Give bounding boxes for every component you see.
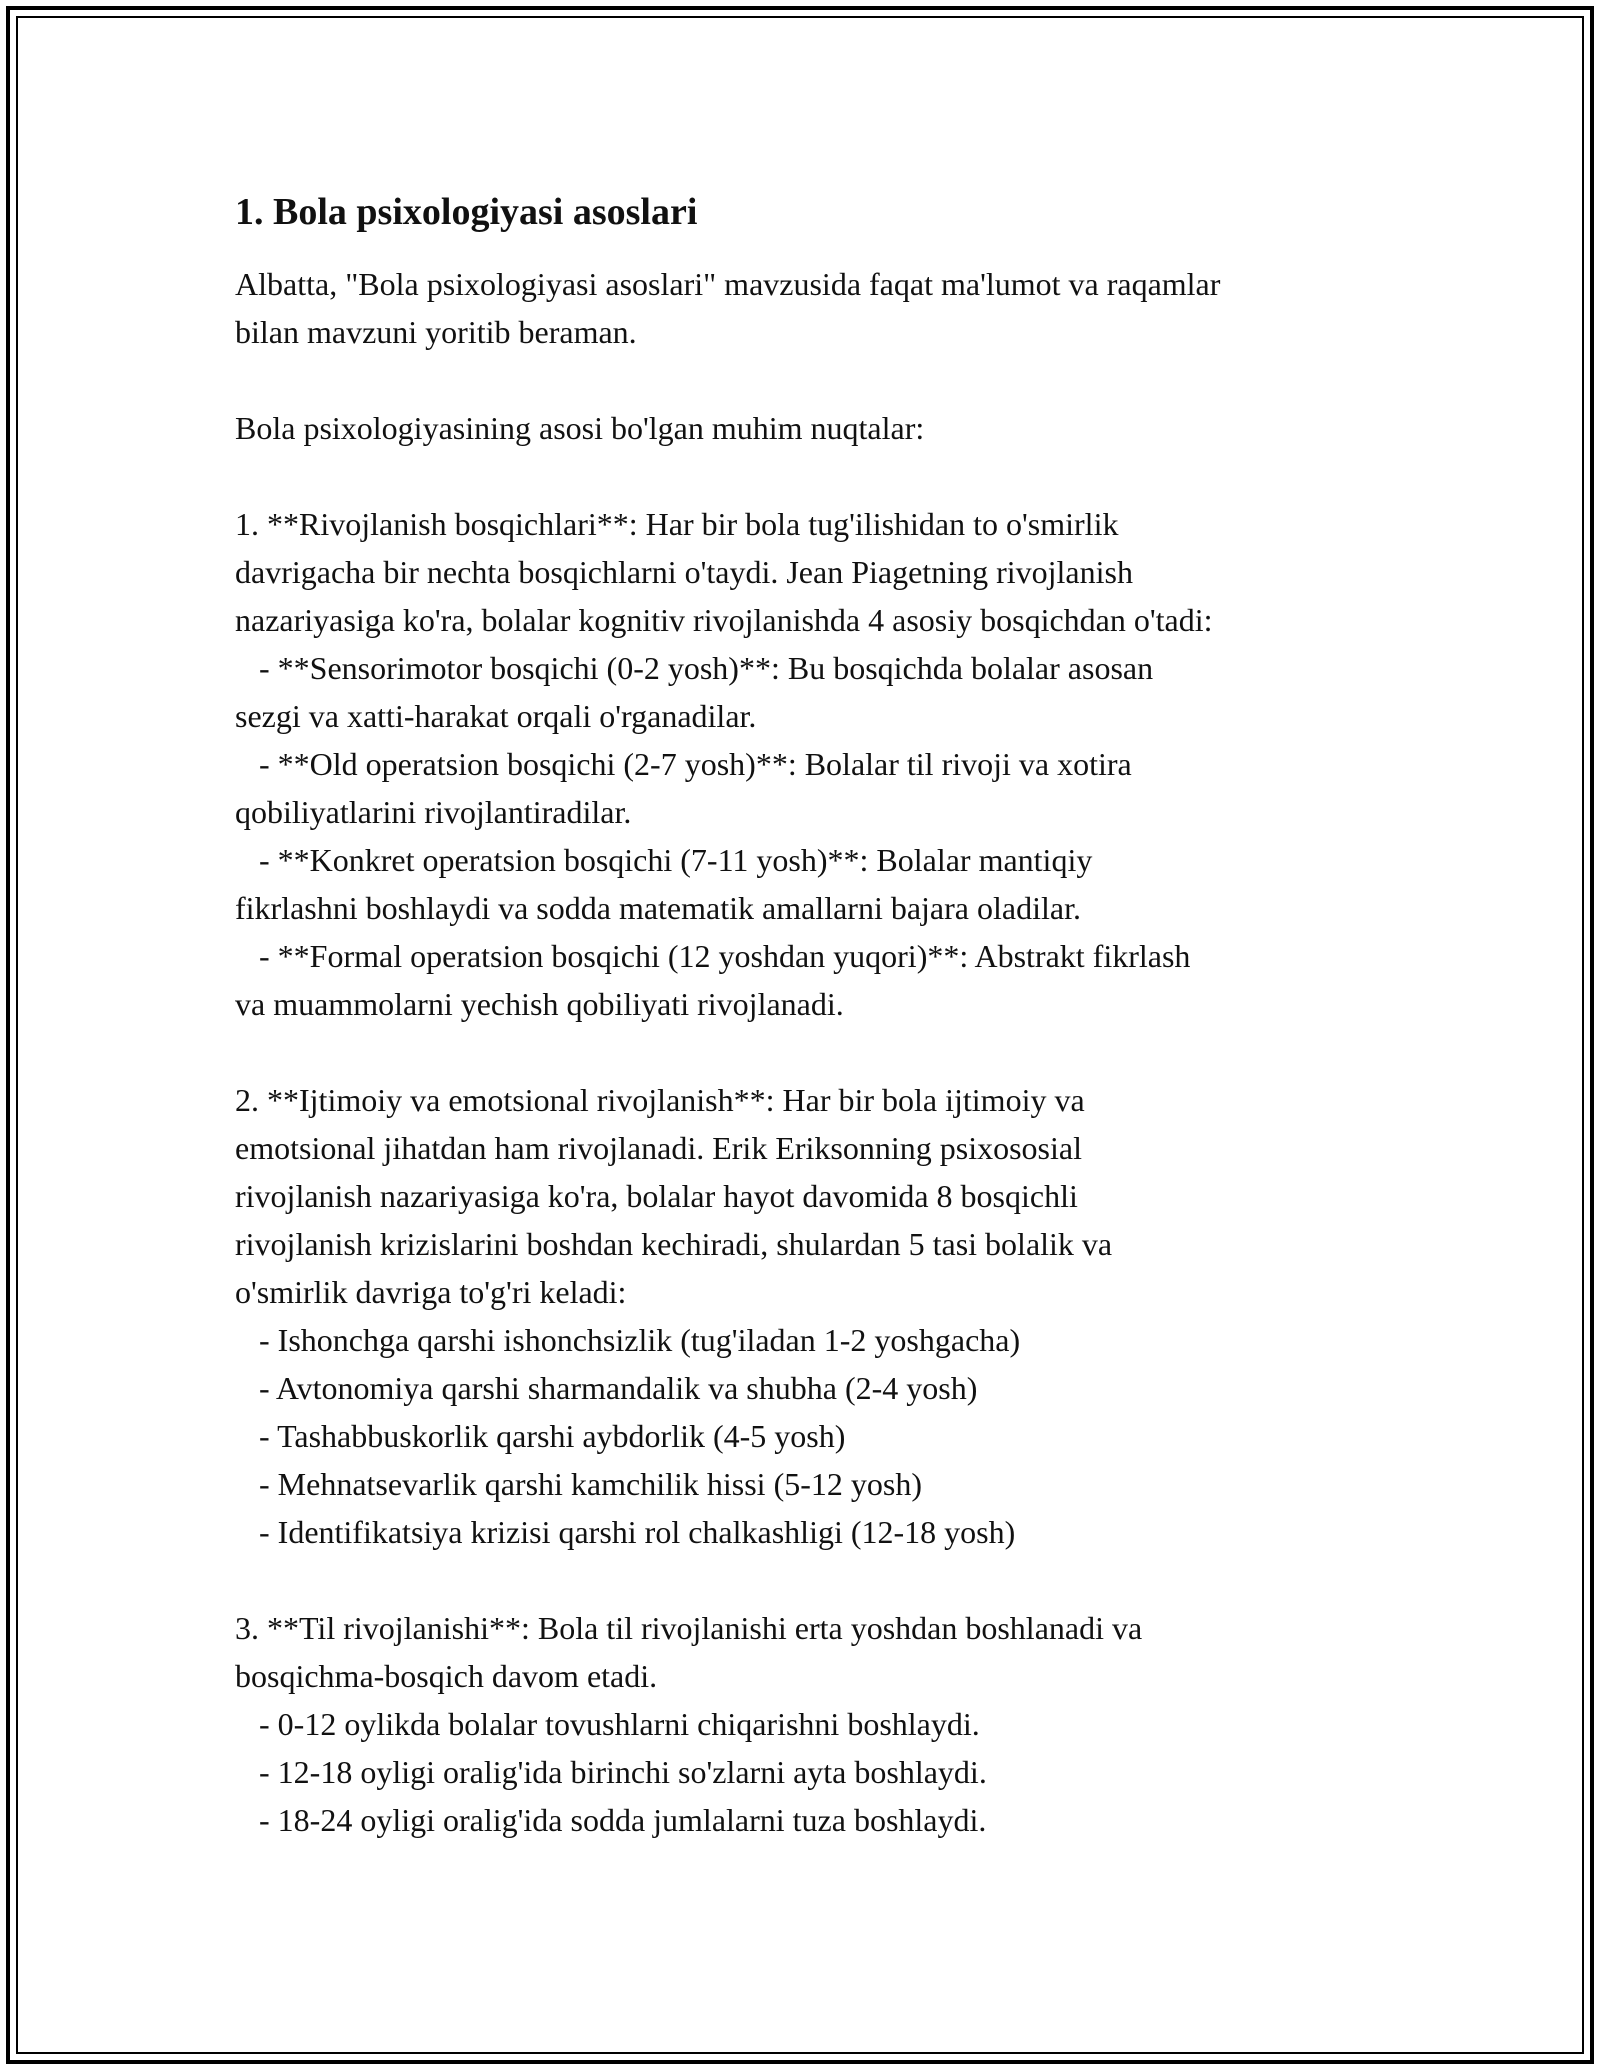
intro-paragraph: [235, 260, 1415, 356]
text-line: Albatta, "Bola psixologiyasi asoslari" mavzusida faqat ma'lumot va raqamlar: [235, 266, 1221, 302]
text-line: fikrlashni boshlaydi va sodda matematik amallarni bajara oladilar.: [235, 890, 1081, 926]
text-line: - Mehnatsevarlik qarshi kamchilik hissi (5-12 yosh): [235, 1466, 922, 1502]
text-line: bosqichma-bosqich davom etadi.: [235, 1658, 658, 1694]
text-line: - **Sensorimotor bosqichi (0-2 yosh)**: Bu bosqichda bolalar asosan: [235, 650, 1154, 686]
paragraph-gap: [235, 1028, 1415, 1076]
text-line: davrigacha bir nechta bosqichlarni o'taydi. Jean Piagetning rivojlanish: [235, 554, 1133, 590]
document-body: [235, 188, 1415, 1844]
text-line: qobiliyatlarini rivojlantiradilar.: [235, 794, 632, 830]
text-line: 2. **Ijtimoiy va emotsional rivojlanish**: Har bir bola ijtimoiy va: [235, 1082, 1085, 1118]
text-line: bilan mavzuni yoritib beraman.: [235, 314, 637, 350]
paragraph-gap: [235, 452, 1415, 500]
section-1-development-stages: [235, 500, 1415, 1028]
text-line: - **Old operatsion bosqichi (2-7 yosh)**: Bolalar til rivoji va xotira: [235, 746, 1132, 782]
text-line: va muammolarni yechish qobiliyati rivojlanadi.: [235, 986, 844, 1022]
text-line: nazariyasiga ko'ra, bolalar kognitiv rivojlanishda 4 asosiy bosqichdan o'tadi:: [235, 602, 1213, 638]
text-line: - Tashabbuskorlik qarshi aybdorlik (4-5 yosh): [235, 1418, 846, 1454]
text-line: rivojlanish nazariyasiga ko'ra, bolalar hayot davomida 8 bosqichli: [235, 1178, 1078, 1214]
text-line: - Ishonchga qarshi ishonchsizlik (tug'iladan 1-2 yoshgacha): [235, 1322, 1021, 1358]
text-line: Bola psixologiyasining asosi bo'lgan muhim nuqtalar:: [235, 410, 925, 446]
text-line: rivojlanish krizislarini boshdan kechiradi, shulardan 5 tasi bolalik va: [235, 1226, 1113, 1262]
text-line: - Avtonomiya qarshi sharmandalik va shubha (2-4 yosh): [235, 1370, 978, 1406]
text-line: sezgi va xatti-harakat orqali o'rganadilar.: [235, 698, 757, 734]
paragraph-gap: [235, 1556, 1415, 1604]
text-line: - 0-12 oylikda bolalar tovushlarni chiqarishni boshlaydi.: [235, 1706, 980, 1742]
section-3-language: [235, 1604, 1415, 1844]
section-2-social-emotional: [235, 1076, 1415, 1556]
text-line: o'smirlik davriga to'g'ri keladi:: [235, 1274, 627, 1310]
text-line: - 18-24 oyligi oralig'ida sodda jumlalarni tuza boshlaydi.: [235, 1802, 987, 1838]
text-line: emotsional jihatdan ham rivojlanadi. Erik Eriksonning psixososial: [235, 1130, 1082, 1166]
document-title: 1. Bola psixologiyasi asoslari: [235, 191, 698, 233]
lead-paragraph: [235, 404, 1415, 452]
text-line: 1. **Rivojlanish bosqichlari**: Har bir bola tug'ilishidan to o'smirlik: [235, 506, 1119, 542]
paragraph-gap: [235, 356, 1415, 404]
text-line: - **Konkret operatsion bosqichi (7-11 yosh)**: Bolalar mantiqiy: [235, 842, 1093, 878]
text-line: - 12-18 oyligi oralig'ida birinchi so'zlarni ayta boshlaydi.: [235, 1754, 987, 1790]
text-line: 3. **Til rivojlanishi**: Bola til rivojlanishi erta yoshdan boshlanadi va: [235, 1610, 1143, 1646]
text-line: - **Formal operatsion bosqichi (12 yoshdan yuqori)**: Abstrakt fikrlash: [235, 938, 1191, 974]
text-line: - Identifikatsiya krizisi qarshi rol chalkashligi (12-18 yosh): [235, 1514, 1016, 1550]
